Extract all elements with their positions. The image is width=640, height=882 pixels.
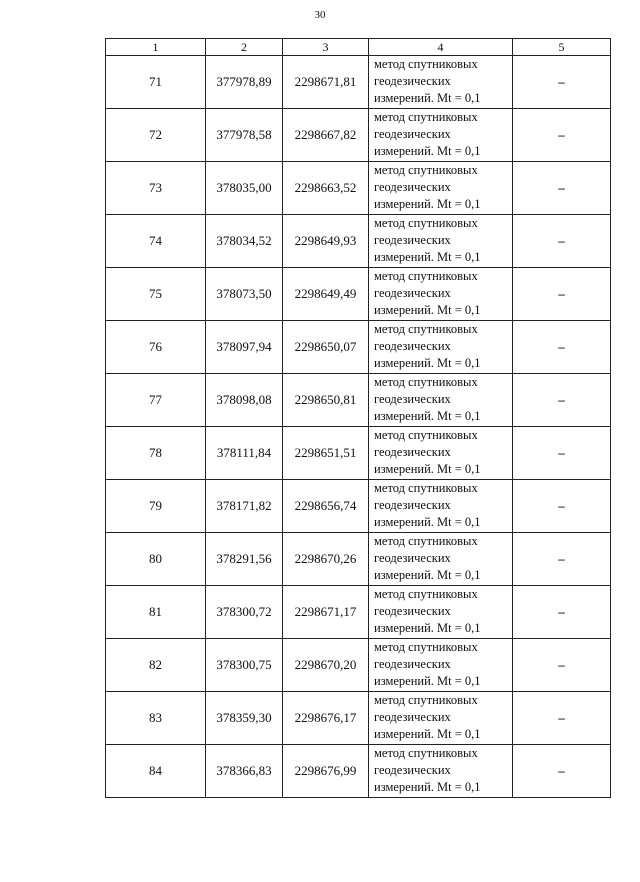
method-description	[369, 321, 513, 374]
table-row	[106, 215, 611, 268]
method-line: геодезических	[374, 657, 451, 671]
method-line: геодезических	[374, 763, 451, 777]
point-number: 79	[106, 480, 206, 533]
table-row	[106, 321, 611, 374]
method-line: геодезических	[374, 127, 451, 141]
method-description	[369, 427, 513, 480]
method-line: метод спутниковых	[374, 216, 478, 230]
method-description	[369, 109, 513, 162]
method-line: метод спутниковых	[374, 481, 478, 495]
coordinate-x: 378366,83	[206, 745, 283, 798]
method-line: измерений. Mt = 0,1	[374, 727, 481, 741]
note-dash: –	[513, 374, 611, 427]
coordinate-y: 2298649,49	[283, 268, 369, 321]
table-row	[106, 533, 611, 586]
coordinate-x: 378359,30	[206, 692, 283, 745]
coordinate-y: 2298651,51	[283, 427, 369, 480]
note-dash: –	[513, 639, 611, 692]
method-line: геодезических	[374, 74, 451, 88]
coordinate-x: 378073,50	[206, 268, 283, 321]
method-line: измерений. Mt = 0,1	[374, 568, 481, 582]
method-line: геодезических	[374, 392, 451, 406]
method-line: геодезических	[374, 498, 451, 512]
column-header: 4	[369, 39, 513, 56]
point-number: 71	[106, 56, 206, 109]
method-line: метод спутниковых	[374, 57, 478, 71]
point-number: 73	[106, 162, 206, 215]
coordinate-y: 2298671,17	[283, 586, 369, 639]
point-number: 72	[106, 109, 206, 162]
method-line: геодезических	[374, 339, 451, 353]
note-dash: –	[513, 692, 611, 745]
table-row	[106, 268, 611, 321]
method-description	[369, 692, 513, 745]
point-number: 75	[106, 268, 206, 321]
note-dash: –	[513, 533, 611, 586]
note-dash: –	[513, 215, 611, 268]
table-row	[106, 56, 611, 109]
coordinate-x: 377978,58	[206, 109, 283, 162]
note-dash: –	[513, 268, 611, 321]
coordinate-y: 2298671,81	[283, 56, 369, 109]
coordinate-x: 378098,08	[206, 374, 283, 427]
point-number: 80	[106, 533, 206, 586]
table-row	[106, 639, 611, 692]
note-dash: –	[513, 56, 611, 109]
method-line: измерений. Mt = 0,1	[374, 674, 481, 688]
method-line: измерений. Mt = 0,1	[374, 356, 481, 370]
coordinate-x: 377978,89	[206, 56, 283, 109]
table-row	[106, 374, 611, 427]
method-line: измерений. Mt = 0,1	[374, 91, 481, 105]
table-row	[106, 480, 611, 533]
method-line: метод спутниковых	[374, 375, 478, 389]
coordinate-x: 378097,94	[206, 321, 283, 374]
point-number: 77	[106, 374, 206, 427]
coordinate-y: 2298670,20	[283, 639, 369, 692]
method-line: метод спутниковых	[374, 746, 478, 760]
note-dash: –	[513, 427, 611, 480]
method-line: геодезических	[374, 445, 451, 459]
method-line: геодезических	[374, 286, 451, 300]
coordinate-y: 2298650,07	[283, 321, 369, 374]
method-line: метод спутниковых	[374, 534, 478, 548]
method-line: измерений. Mt = 0,1	[374, 409, 481, 423]
method-line: метод спутниковых	[374, 428, 478, 442]
coordinate-x: 378034,52	[206, 215, 283, 268]
table-header-row	[106, 39, 611, 56]
method-line: геодезических	[374, 233, 451, 247]
note-dash: –	[513, 745, 611, 798]
method-description	[369, 533, 513, 586]
note-dash: –	[513, 162, 611, 215]
method-line: метод спутниковых	[374, 269, 478, 283]
method-line: геодезических	[374, 710, 451, 724]
column-header: 3	[283, 39, 369, 56]
table-row	[106, 692, 611, 745]
coordinates-table	[105, 38, 611, 798]
page-number: 30	[314, 9, 326, 21]
method-line: метод спутниковых	[374, 587, 478, 601]
coordinate-x: 378300,72	[206, 586, 283, 639]
table-row	[106, 427, 611, 480]
method-line: метод спутниковых	[374, 322, 478, 336]
note-dash: –	[513, 480, 611, 533]
method-description	[369, 639, 513, 692]
coordinate-y: 2298676,99	[283, 745, 369, 798]
coordinate-x: 378035,00	[206, 162, 283, 215]
table-row	[106, 745, 611, 798]
point-number: 74	[106, 215, 206, 268]
coordinate-y: 2298670,26	[283, 533, 369, 586]
coordinate-y: 2298649,93	[283, 215, 369, 268]
coordinate-x: 378291,56	[206, 533, 283, 586]
column-header: 1	[106, 39, 206, 56]
table-row	[106, 162, 611, 215]
method-line: измерений. Mt = 0,1	[374, 780, 481, 794]
method-description	[369, 745, 513, 798]
method-description	[369, 586, 513, 639]
coordinate-x: 378171,82	[206, 480, 283, 533]
note-dash: –	[513, 109, 611, 162]
note-dash: –	[513, 321, 611, 374]
note-dash: –	[513, 586, 611, 639]
coordinate-y: 2298663,52	[283, 162, 369, 215]
method-line: измерений. Mt = 0,1	[374, 621, 481, 635]
method-description	[369, 215, 513, 268]
point-number: 81	[106, 586, 206, 639]
table-body	[106, 56, 611, 798]
method-description	[369, 268, 513, 321]
method-description	[369, 162, 513, 215]
method-line: геодезических	[374, 604, 451, 618]
method-line: метод спутниковых	[374, 110, 478, 124]
table-row	[106, 109, 611, 162]
method-line: метод спутниковых	[374, 693, 478, 707]
method-line: измерений. Mt = 0,1	[374, 462, 481, 476]
method-line: измерений. Mt = 0,1	[374, 197, 481, 211]
method-line: метод спутниковых	[374, 640, 478, 654]
point-number: 76	[106, 321, 206, 374]
coordinate-y: 2298650,81	[283, 374, 369, 427]
coordinate-y: 2298667,82	[283, 109, 369, 162]
point-number: 83	[106, 692, 206, 745]
method-line: геодезических	[374, 551, 451, 565]
method-line: измерений. Mt = 0,1	[374, 515, 481, 529]
method-line: измерений. Mt = 0,1	[374, 250, 481, 264]
column-header: 2	[206, 39, 283, 56]
method-line: метод спутниковых	[374, 163, 478, 177]
coordinate-y: 2298656,74	[283, 480, 369, 533]
method-description	[369, 56, 513, 109]
table-row	[106, 586, 611, 639]
column-header: 5	[513, 39, 611, 56]
method-line: измерений. Mt = 0,1	[374, 303, 481, 317]
method-description	[369, 480, 513, 533]
coordinate-x: 378300,75	[206, 639, 283, 692]
coordinate-x: 378111,84	[206, 427, 283, 480]
point-number: 82	[106, 639, 206, 692]
point-number: 84	[106, 745, 206, 798]
method-line: геодезических	[374, 180, 451, 194]
method-line: измерений. Mt = 0,1	[374, 144, 481, 158]
coordinate-y: 2298676,17	[283, 692, 369, 745]
point-number: 78	[106, 427, 206, 480]
method-description	[369, 374, 513, 427]
